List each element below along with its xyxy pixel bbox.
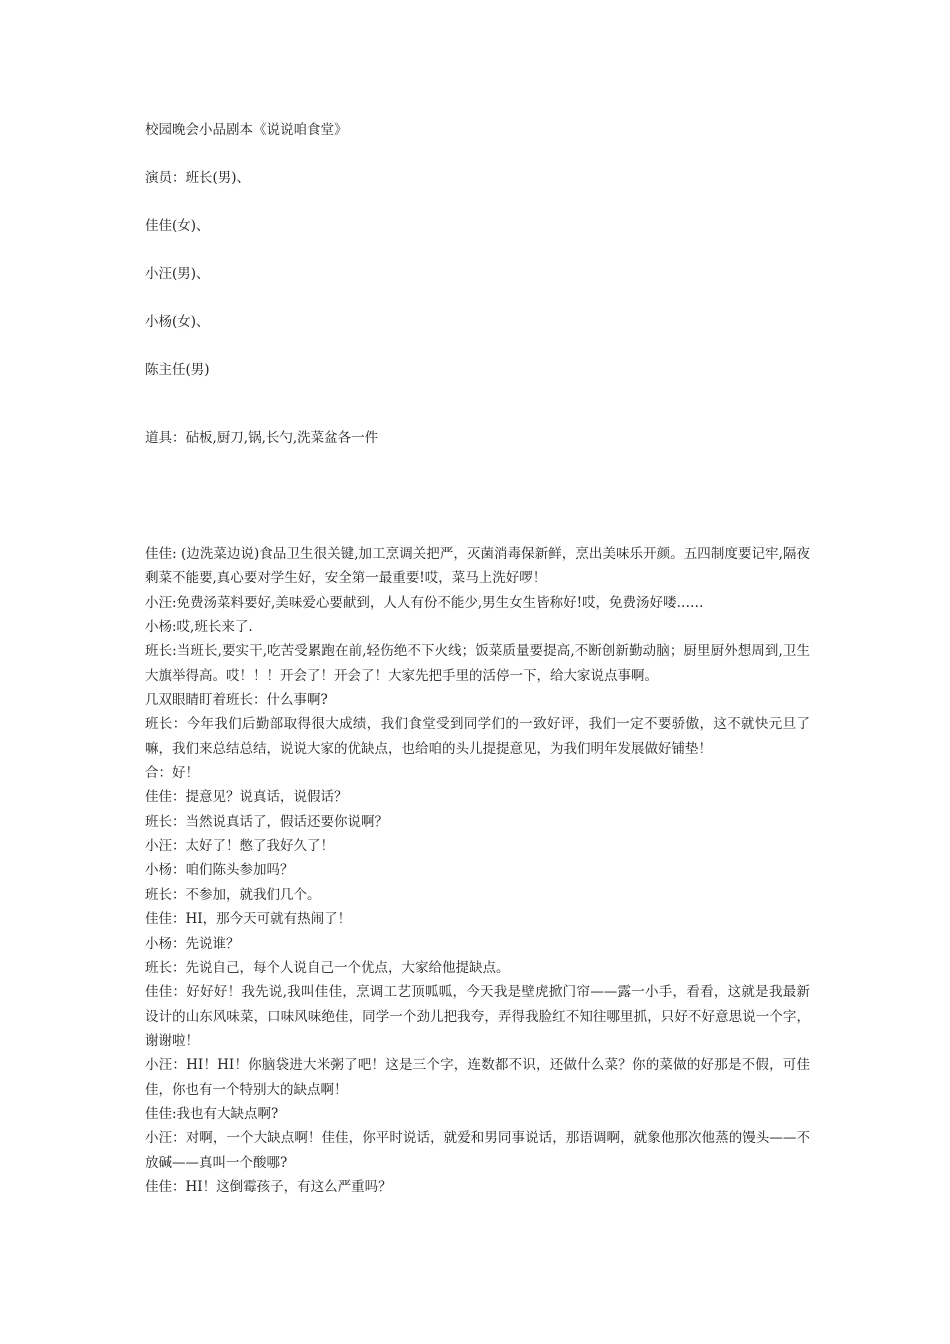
dialogue-line: 几双眼睛盯着班长：什么事啊? [145,692,328,709]
dialogue-line: 佳佳: (边洗菜边说)食品卫生很关键,加工烹调关把严，灭菌消毒保新鲜，烹出美味乐开颜。五四制度要记牢,隔夜剩菜不能要,真心要对学生好，安全第一最重要!哎，菜马上洗好啰！ [145,546,810,587]
dialogue-line: 小汪：HI！HI！你脑袋进大米粥了吧！这是三个字，连数都不识，还做什么菜？你的菜做的好那是不假，可佳佳，你也有一个特别大的缺点啊！ [145,1057,810,1098]
dialogue-line: 班长：今年我们后勤部取得很大成绩，我们食堂受到同学们的一致好评，我们一定不要骄傲，这不就快元旦了嘛，我们来总结总结，说说大家的优缺点，也给咱的头儿提提意见，为我们明年发展做好铺垫！ [145,716,810,757]
dialogue-line: 佳佳：提意见？说真话，说假话？ [145,789,348,806]
cast-line: 陈主任(男) [145,362,210,378]
script-title: 校园晚会小品剧本《说说咱食堂》 [145,122,348,138]
dialogue-line: 佳佳：HI，那今天可就有热闹了！ [145,911,352,928]
dialogue-line: 班长:当班长,要实干,吃苦受累跑在前,轻伤绝不下火线；饭菜质量要提高,不断创新勤动脑；厨里厨外想周到,卫生大旗举得高。哎！！！开会了！开会了！大家先把手里的活停一下，给大家说点事啊。 [145,643,810,684]
dialogue-line: 班长：当然说真话了，假话还要你说啊？ [145,813,388,830]
cast-line: 小汪(男)、 [145,266,210,282]
dialogue-line: 小杨：咱们陈头参加吗？ [145,862,294,879]
props-line: 道具：砧板,厨刀,锅,长勺,洗菜盆各一件 [145,430,379,446]
dialogue-line: 合：好！ [145,765,199,782]
dialogue-line: 小杨:哎,班长来了. [145,619,253,636]
dialogue-line: 班长：不参加，就我们几个。 [145,886,321,903]
dialogue-line: 小汪：对啊，一个大缺点啊！佳佳，你平时说话，就爱和男同事说话，那语调啊，就象他那次他蒸的馒头——不放碱——真叫一个酸哪? [145,1130,810,1171]
dialogue-line: 佳佳:我也有大缺点啊? [145,1105,279,1122]
cast-line: 佳佳(女)、 [145,218,210,234]
cast-line: 小杨(女)、 [145,314,210,330]
dialogue-line: 佳佳：HI！这倒霉孩子，有这么严重吗？ [145,1178,392,1195]
dialogue-line: 班长：先说自己，每个人说自己一个优点，大家给他提缺点。 [145,959,510,976]
script-header [145,120,825,448]
dialogue-body [145,542,810,1199]
cast-line: 演员：班长(男)、 [145,170,251,186]
dialogue-line: 小汪：太好了！憋了我好久了！ [145,838,334,855]
dialogue-line: 小杨：先说谁？ [145,935,240,952]
dialogue-line: 佳佳：好好好！我先说,我叫佳佳，烹调工艺顶呱呱，今天我是壁虎掀门帘——露一小手，看看，这就是我最新设计的山东风味菜，口味风味绝佳，同学一个劲儿把我夸，弄得我脸红不知往哪里抓，只好不好意思说一个字，谢谢啦！ [145,984,810,1049]
dialogue-line: 小汪:免费汤菜料要好,美味爱心要献到，人人有份不能少,男生女生皆称好!哎，免费汤好喽…… [145,594,704,611]
